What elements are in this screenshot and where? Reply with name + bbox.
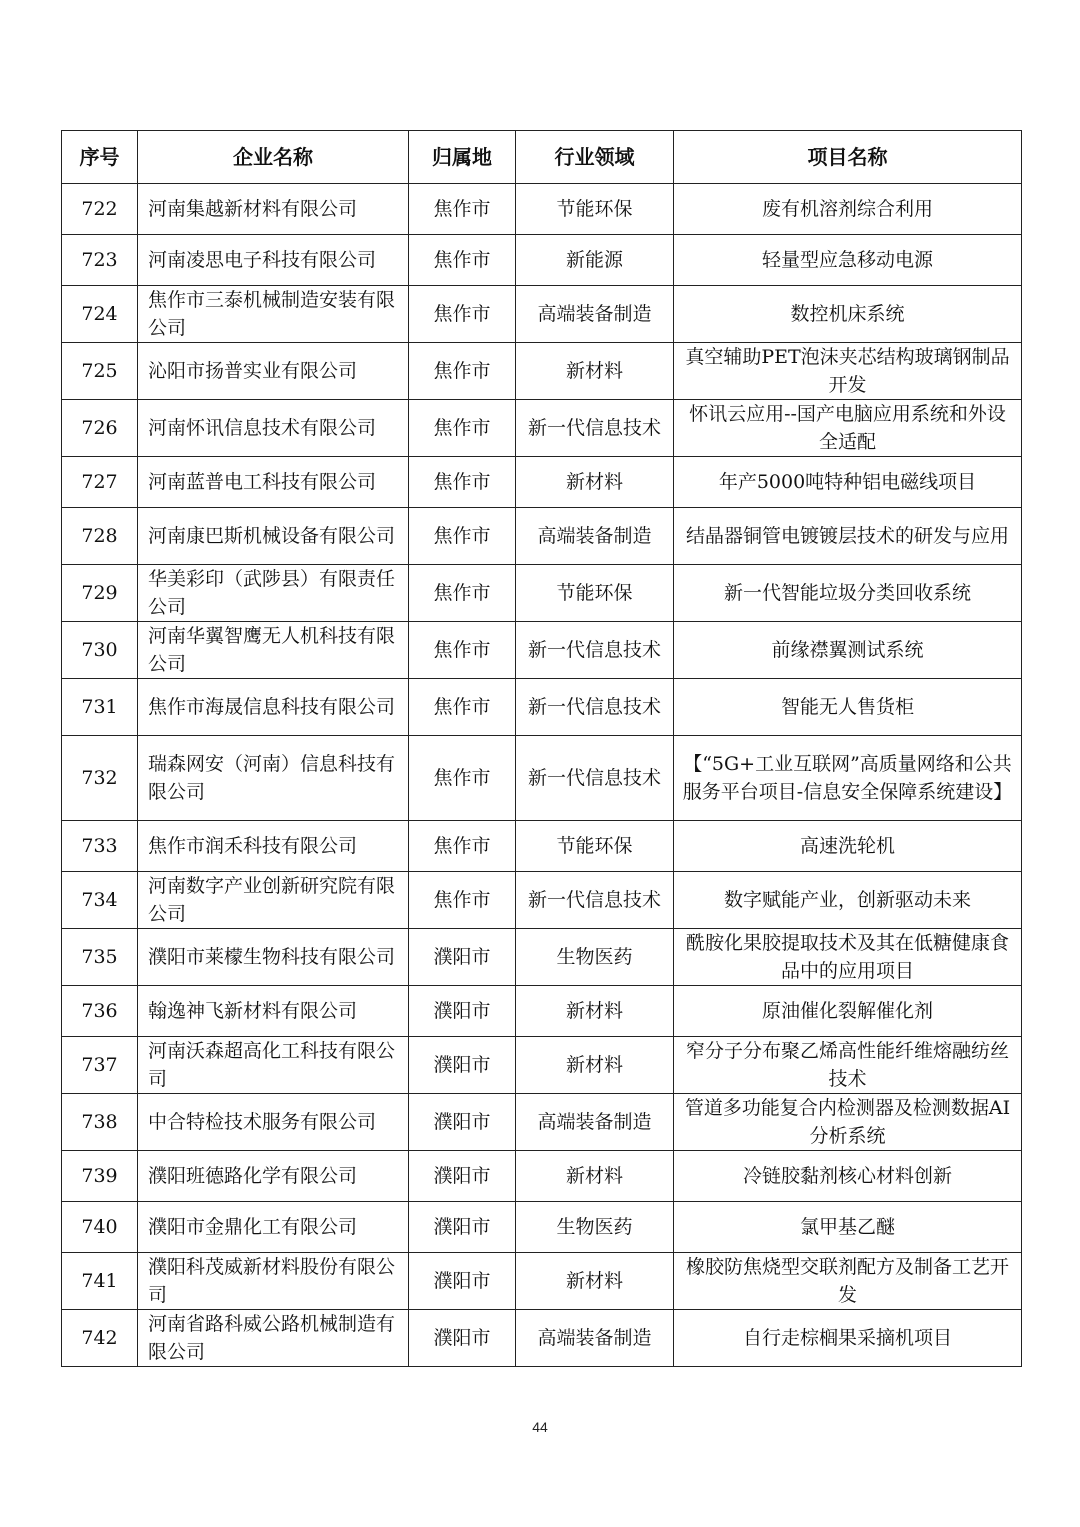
cell-project-name: 数字赋能产业，创新驱动未来 xyxy=(674,872,1022,929)
cell-location: 濮阳市 xyxy=(409,1094,516,1151)
table-row xyxy=(62,872,1022,929)
cell-company-name: 翰逸神飞新材料有限公司 xyxy=(138,986,409,1037)
cell-company-name: 瑞森网安（河南）信息科技有限公司 xyxy=(138,736,409,821)
cell-serial-number: 732 xyxy=(62,736,138,821)
cell-serial-number: 739 xyxy=(62,1151,138,1202)
cell-company-name: 河南数字产业创新研究院有限公司 xyxy=(138,872,409,929)
cell-serial-number: 724 xyxy=(62,286,138,343)
cell-serial-number: 731 xyxy=(62,679,138,736)
cell-project-name: 结晶器铜管电镀镀层技术的研发与应用 xyxy=(674,508,1022,565)
cell-project-name: 年产5000吨特种铝电磁线项目 xyxy=(674,457,1022,508)
cell-serial-number: 726 xyxy=(62,400,138,457)
table-row xyxy=(62,1253,1022,1310)
table-row xyxy=(62,986,1022,1037)
cell-project-name: 数控机床系统 xyxy=(674,286,1022,343)
table-row xyxy=(62,1310,1022,1367)
cell-project-name: 高速洗轮机 xyxy=(674,821,1022,872)
cell-project-name: 智能无人售货柜 xyxy=(674,679,1022,736)
project-table-container xyxy=(61,130,1021,1367)
table-row xyxy=(62,400,1022,457)
cell-location: 焦作市 xyxy=(409,565,516,622)
cell-location: 濮阳市 xyxy=(409,1037,516,1094)
table-row xyxy=(62,184,1022,235)
cell-company-name: 焦作市三泰机械制造安装有限公司 xyxy=(138,286,409,343)
cell-serial-number: 729 xyxy=(62,565,138,622)
cell-company-name: 华美彩印（武陟县）有限责任公司 xyxy=(138,565,409,622)
cell-serial-number: 740 xyxy=(62,1202,138,1253)
cell-location: 焦作市 xyxy=(409,457,516,508)
cell-company-name: 河南康巴斯机械设备有限公司 xyxy=(138,508,409,565)
cell-industry-field: 新材料 xyxy=(516,986,674,1037)
cell-serial-number: 738 xyxy=(62,1094,138,1151)
header-company-name: 企业名称 xyxy=(138,131,409,184)
cell-company-name: 河南怀讯信息技术有限公司 xyxy=(138,400,409,457)
table-row xyxy=(62,736,1022,821)
cell-project-name: 原油催化裂解催化剂 xyxy=(674,986,1022,1037)
table-row xyxy=(62,679,1022,736)
cell-location: 濮阳市 xyxy=(409,1202,516,1253)
cell-industry-field: 新材料 xyxy=(516,1037,674,1094)
cell-serial-number: 725 xyxy=(62,343,138,400)
cell-company-name: 河南沃森超高化工科技有限公司 xyxy=(138,1037,409,1094)
cell-location: 焦作市 xyxy=(409,400,516,457)
cell-company-name: 河南凌思电子科技有限公司 xyxy=(138,235,409,286)
table-row xyxy=(62,1094,1022,1151)
cell-company-name: 河南蓝普电工科技有限公司 xyxy=(138,457,409,508)
cell-project-name: 自行走棕榈果采摘机项目 xyxy=(674,1310,1022,1367)
cell-industry-field: 新材料 xyxy=(516,1151,674,1202)
table-row xyxy=(62,821,1022,872)
cell-industry-field: 生物医药 xyxy=(516,929,674,986)
cell-company-name: 焦作市海晟信息科技有限公司 xyxy=(138,679,409,736)
cell-industry-field: 新一代信息技术 xyxy=(516,736,674,821)
table-row xyxy=(62,343,1022,400)
cell-project-name: 冷链胶黏剂核心材料创新 xyxy=(674,1151,1022,1202)
cell-company-name: 河南集越新材料有限公司 xyxy=(138,184,409,235)
cell-location: 焦作市 xyxy=(409,872,516,929)
cell-company-name: 濮阳市金鼎化工有限公司 xyxy=(138,1202,409,1253)
cell-location: 焦作市 xyxy=(409,184,516,235)
cell-project-name: 管道多功能复合内检测器及检测数据AI分析系统 xyxy=(674,1094,1022,1151)
cell-industry-field: 新一代信息技术 xyxy=(516,872,674,929)
header-serial-number: 序号 xyxy=(62,131,138,184)
cell-serial-number: 734 xyxy=(62,872,138,929)
cell-serial-number: 736 xyxy=(62,986,138,1037)
table-row xyxy=(62,457,1022,508)
cell-company-name: 中合特检技术服务有限公司 xyxy=(138,1094,409,1151)
cell-industry-field: 新材料 xyxy=(516,1253,674,1310)
cell-industry-field: 节能环保 xyxy=(516,184,674,235)
cell-industry-field: 新材料 xyxy=(516,343,674,400)
table-header-row xyxy=(62,131,1022,184)
cell-serial-number: 742 xyxy=(62,1310,138,1367)
cell-company-name: 濮阳科茂威新材料股份有限公司 xyxy=(138,1253,409,1310)
cell-location: 濮阳市 xyxy=(409,1151,516,1202)
cell-company-name: 河南华翼智鹰无人机科技有限公司 xyxy=(138,622,409,679)
cell-serial-number: 735 xyxy=(62,929,138,986)
table-row xyxy=(62,235,1022,286)
cell-serial-number: 728 xyxy=(62,508,138,565)
cell-industry-field: 新材料 xyxy=(516,457,674,508)
header-industry-field: 行业领域 xyxy=(516,131,674,184)
cell-project-name: 氯甲基乙醚 xyxy=(674,1202,1022,1253)
table-row xyxy=(62,622,1022,679)
cell-project-name: 橡胶防焦烧型交联剂配方及制备工艺开发 xyxy=(674,1253,1022,1310)
cell-project-name: 前缘襟翼测试系统 xyxy=(674,622,1022,679)
cell-location: 焦作市 xyxy=(409,622,516,679)
cell-serial-number: 730 xyxy=(62,622,138,679)
cell-project-name: 废有机溶剂综合利用 xyxy=(674,184,1022,235)
cell-serial-number: 723 xyxy=(62,235,138,286)
cell-industry-field: 生物医药 xyxy=(516,1202,674,1253)
project-table xyxy=(61,130,1022,1367)
cell-project-name: 【“5G+工业互联网”高质量网络和公共服务平台项目-信息安全保障系统建设】 xyxy=(674,736,1022,821)
cell-location: 焦作市 xyxy=(409,235,516,286)
cell-location: 焦作市 xyxy=(409,343,516,400)
cell-serial-number: 737 xyxy=(62,1037,138,1094)
header-project-name: 项目名称 xyxy=(674,131,1022,184)
cell-industry-field: 高端装备制造 xyxy=(516,508,674,565)
cell-project-name: 真空辅助PET泡沫夹芯结构玻璃钢制品开发 xyxy=(674,343,1022,400)
cell-industry-field: 新一代信息技术 xyxy=(516,622,674,679)
cell-industry-field: 节能环保 xyxy=(516,821,674,872)
table-row xyxy=(62,565,1022,622)
table-row xyxy=(62,286,1022,343)
table-row xyxy=(62,1151,1022,1202)
cell-company-name: 沁阳市扬普实业有限公司 xyxy=(138,343,409,400)
cell-project-name: 新一代智能垃圾分类回收系统 xyxy=(674,565,1022,622)
table-row xyxy=(62,1202,1022,1253)
cell-industry-field: 新能源 xyxy=(516,235,674,286)
cell-serial-number: 733 xyxy=(62,821,138,872)
cell-industry-field: 高端装备制造 xyxy=(516,1094,674,1151)
cell-project-name: 窄分子分布聚乙烯高性能纤维熔融纺丝技术 xyxy=(674,1037,1022,1094)
cell-location: 濮阳市 xyxy=(409,986,516,1037)
page-number: 44 xyxy=(532,1419,548,1435)
header-location: 归属地 xyxy=(409,131,516,184)
cell-industry-field: 高端装备制造 xyxy=(516,1310,674,1367)
cell-serial-number: 741 xyxy=(62,1253,138,1310)
cell-location: 焦作市 xyxy=(409,821,516,872)
cell-company-name: 河南省路科威公路机械制造有限公司 xyxy=(138,1310,409,1367)
cell-industry-field: 新一代信息技术 xyxy=(516,400,674,457)
cell-industry-field: 节能环保 xyxy=(516,565,674,622)
cell-industry-field: 高端装备制造 xyxy=(516,286,674,343)
cell-location: 焦作市 xyxy=(409,508,516,565)
cell-company-name: 濮阳市莱檬生物科技有限公司 xyxy=(138,929,409,986)
cell-industry-field: 新一代信息技术 xyxy=(516,679,674,736)
cell-company-name: 焦作市润禾科技有限公司 xyxy=(138,821,409,872)
cell-location: 濮阳市 xyxy=(409,929,516,986)
table-row xyxy=(62,929,1022,986)
cell-project-name: 酰胺化果胶提取技术及其在低糖健康食品中的应用项目 xyxy=(674,929,1022,986)
cell-location: 焦作市 xyxy=(409,286,516,343)
cell-project-name: 怀讯云应用--国产电脑应用系统和外设全适配 xyxy=(674,400,1022,457)
table-row xyxy=(62,508,1022,565)
cell-location: 焦作市 xyxy=(409,736,516,821)
cell-location: 濮阳市 xyxy=(409,1253,516,1310)
cell-location: 焦作市 xyxy=(409,679,516,736)
cell-company-name: 濮阳班德路化学有限公司 xyxy=(138,1151,409,1202)
cell-project-name: 轻量型应急移动电源 xyxy=(674,235,1022,286)
cell-serial-number: 727 xyxy=(62,457,138,508)
table-row xyxy=(62,1037,1022,1094)
cell-location: 濮阳市 xyxy=(409,1310,516,1367)
cell-serial-number: 722 xyxy=(62,184,138,235)
